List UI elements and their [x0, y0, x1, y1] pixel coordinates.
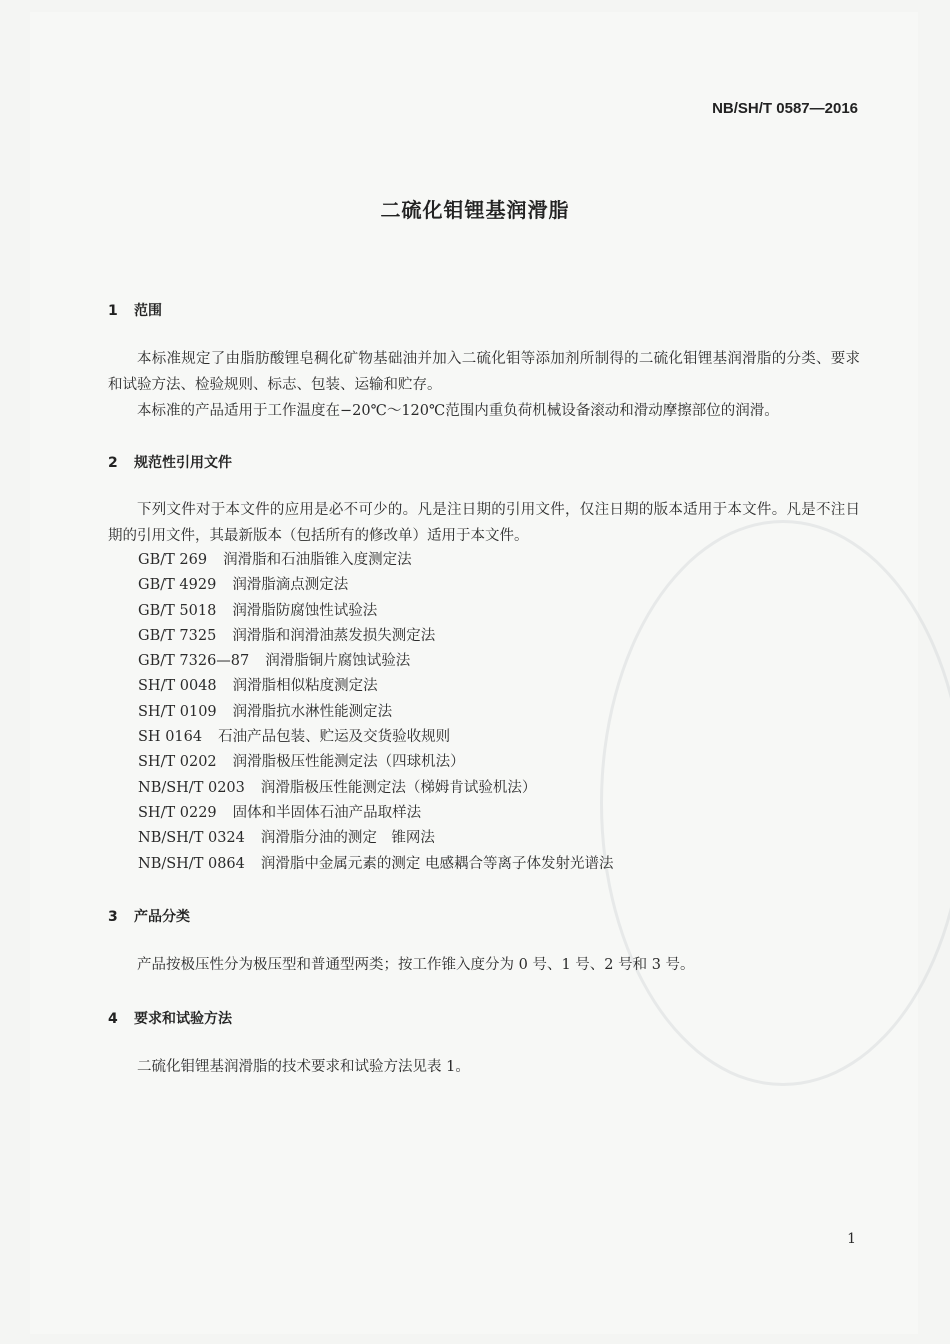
section-title: 范围 [134, 303, 162, 319]
reference-name: 固体和半固体石油产品取样法 [232, 804, 422, 821]
reference-item [138, 649, 613, 674]
reference-name: 润滑脂分油的测定 锥网法 [260, 830, 435, 847]
section-title: 产品分类 [134, 909, 190, 925]
document-title: 二硫化钼锂基润滑脂 [380, 198, 570, 222]
reference-code: NB/SH/T 0864 [138, 855, 245, 872]
section-number: 1 [108, 303, 118, 319]
reference-name: 润滑脂防腐蚀性试验法 [232, 602, 378, 619]
reference-item [138, 826, 613, 851]
reference-name: 润滑脂中金属元素的测定 电感耦合等离子体发射光谱法 [260, 855, 614, 872]
reference-code: NB/SH/T 0324 [138, 830, 245, 847]
reference-item [138, 852, 613, 877]
reference-name: 润滑脂相似粘度测定法 [232, 678, 378, 695]
reference-name: 润滑脂和润滑油蒸发损失测定法 [232, 627, 436, 644]
references-intro: 下列文件对于本文件的应用是必不可少的。凡是注日期的引用文件，仅注日期的版本适用于本文件。凡是不注日期的引用文件，其最新版本（包括所有的修改单）适用于本文件。 [108, 502, 860, 544]
reference-name: 润滑脂和石油脂锥入度测定法 [223, 552, 412, 568]
reference-code: SH/T 0048 [138, 678, 217, 695]
reference-code: GB/T 5018 [138, 602, 217, 619]
reference-item [138, 750, 613, 775]
reference-code: GB/T 7325 [138, 627, 217, 644]
reference-name: 润滑脂抗水淋性能测定法 [232, 703, 393, 720]
reference-item [138, 725, 613, 750]
section-heading-2 [108, 452, 232, 472]
reference-name: 润滑脂铜片腐蚀试验法 [265, 653, 411, 670]
scope-paragraph-2: 本标准的产品适用于工作温度在−20℃～120℃范围内重负荷机械设备滚动和滑动摩擦部位的润滑。 [137, 403, 779, 419]
reference-item [138, 548, 613, 573]
section-heading-4 [108, 1008, 232, 1028]
page-number: 1 [847, 1231, 856, 1247]
section-heading-1 [108, 300, 162, 320]
reference-name: 润滑脂极压性能测定法（梯姆肯试验机法） [260, 779, 537, 796]
reference-code: SH/T 0109 [138, 703, 217, 720]
section-number: 4 [108, 1011, 118, 1027]
reference-code: NB/SH/T 0203 [138, 779, 245, 796]
reference-list [138, 548, 613, 877]
section-title: 要求和试验方法 [134, 1011, 232, 1027]
reference-item [138, 624, 613, 649]
reference-item [138, 599, 613, 624]
reference-code: GB/T 4929 [138, 577, 217, 594]
reference-name: 润滑脂滴点测定法 [232, 577, 349, 594]
reference-code: SH/T 0202 [138, 754, 217, 771]
reference-item [138, 573, 613, 598]
section-heading-3 [108, 906, 190, 926]
reference-code: GB/T 269 [138, 552, 208, 568]
reference-name: 润滑脂极压性能测定法（四球机法） [232, 754, 465, 771]
reference-item [138, 776, 613, 801]
section-title: 规范性引用文件 [134, 455, 232, 471]
reference-name: 石油产品包装、贮运及交货验收规则 [218, 729, 451, 746]
reference-item [138, 674, 613, 699]
reference-code: GB/T 7326—87 [138, 653, 250, 670]
standard-number: NB/SH/T 0587—2016 [712, 100, 858, 117]
requirements-paragraph: 二硫化钼锂基润滑脂的技术要求和试验方法见表 1。 [137, 1059, 470, 1075]
reference-item [138, 700, 613, 725]
watermark-stamp [600, 520, 950, 1086]
classification-paragraph: 产品按极压性分为极压型和普通型两类；按工作锥入度分为 0 号、1 号、2 号和 3 号。 [137, 957, 695, 973]
reference-code: SH 0164 [138, 729, 203, 746]
reference-code: SH/T 0229 [138, 804, 217, 821]
section-number: 3 [108, 909, 118, 925]
section-number: 2 [108, 455, 118, 471]
scope-paragraph-1: 本标准规定了由脂肪酸锂皂稠化矿物基础油并加入二硫化钼等添加剂所制得的二硫化钼锂基润滑脂的分类、要求和试验方法、检验规则、标志、包装、运输和贮存。 [108, 351, 860, 393]
reference-item [138, 801, 613, 826]
